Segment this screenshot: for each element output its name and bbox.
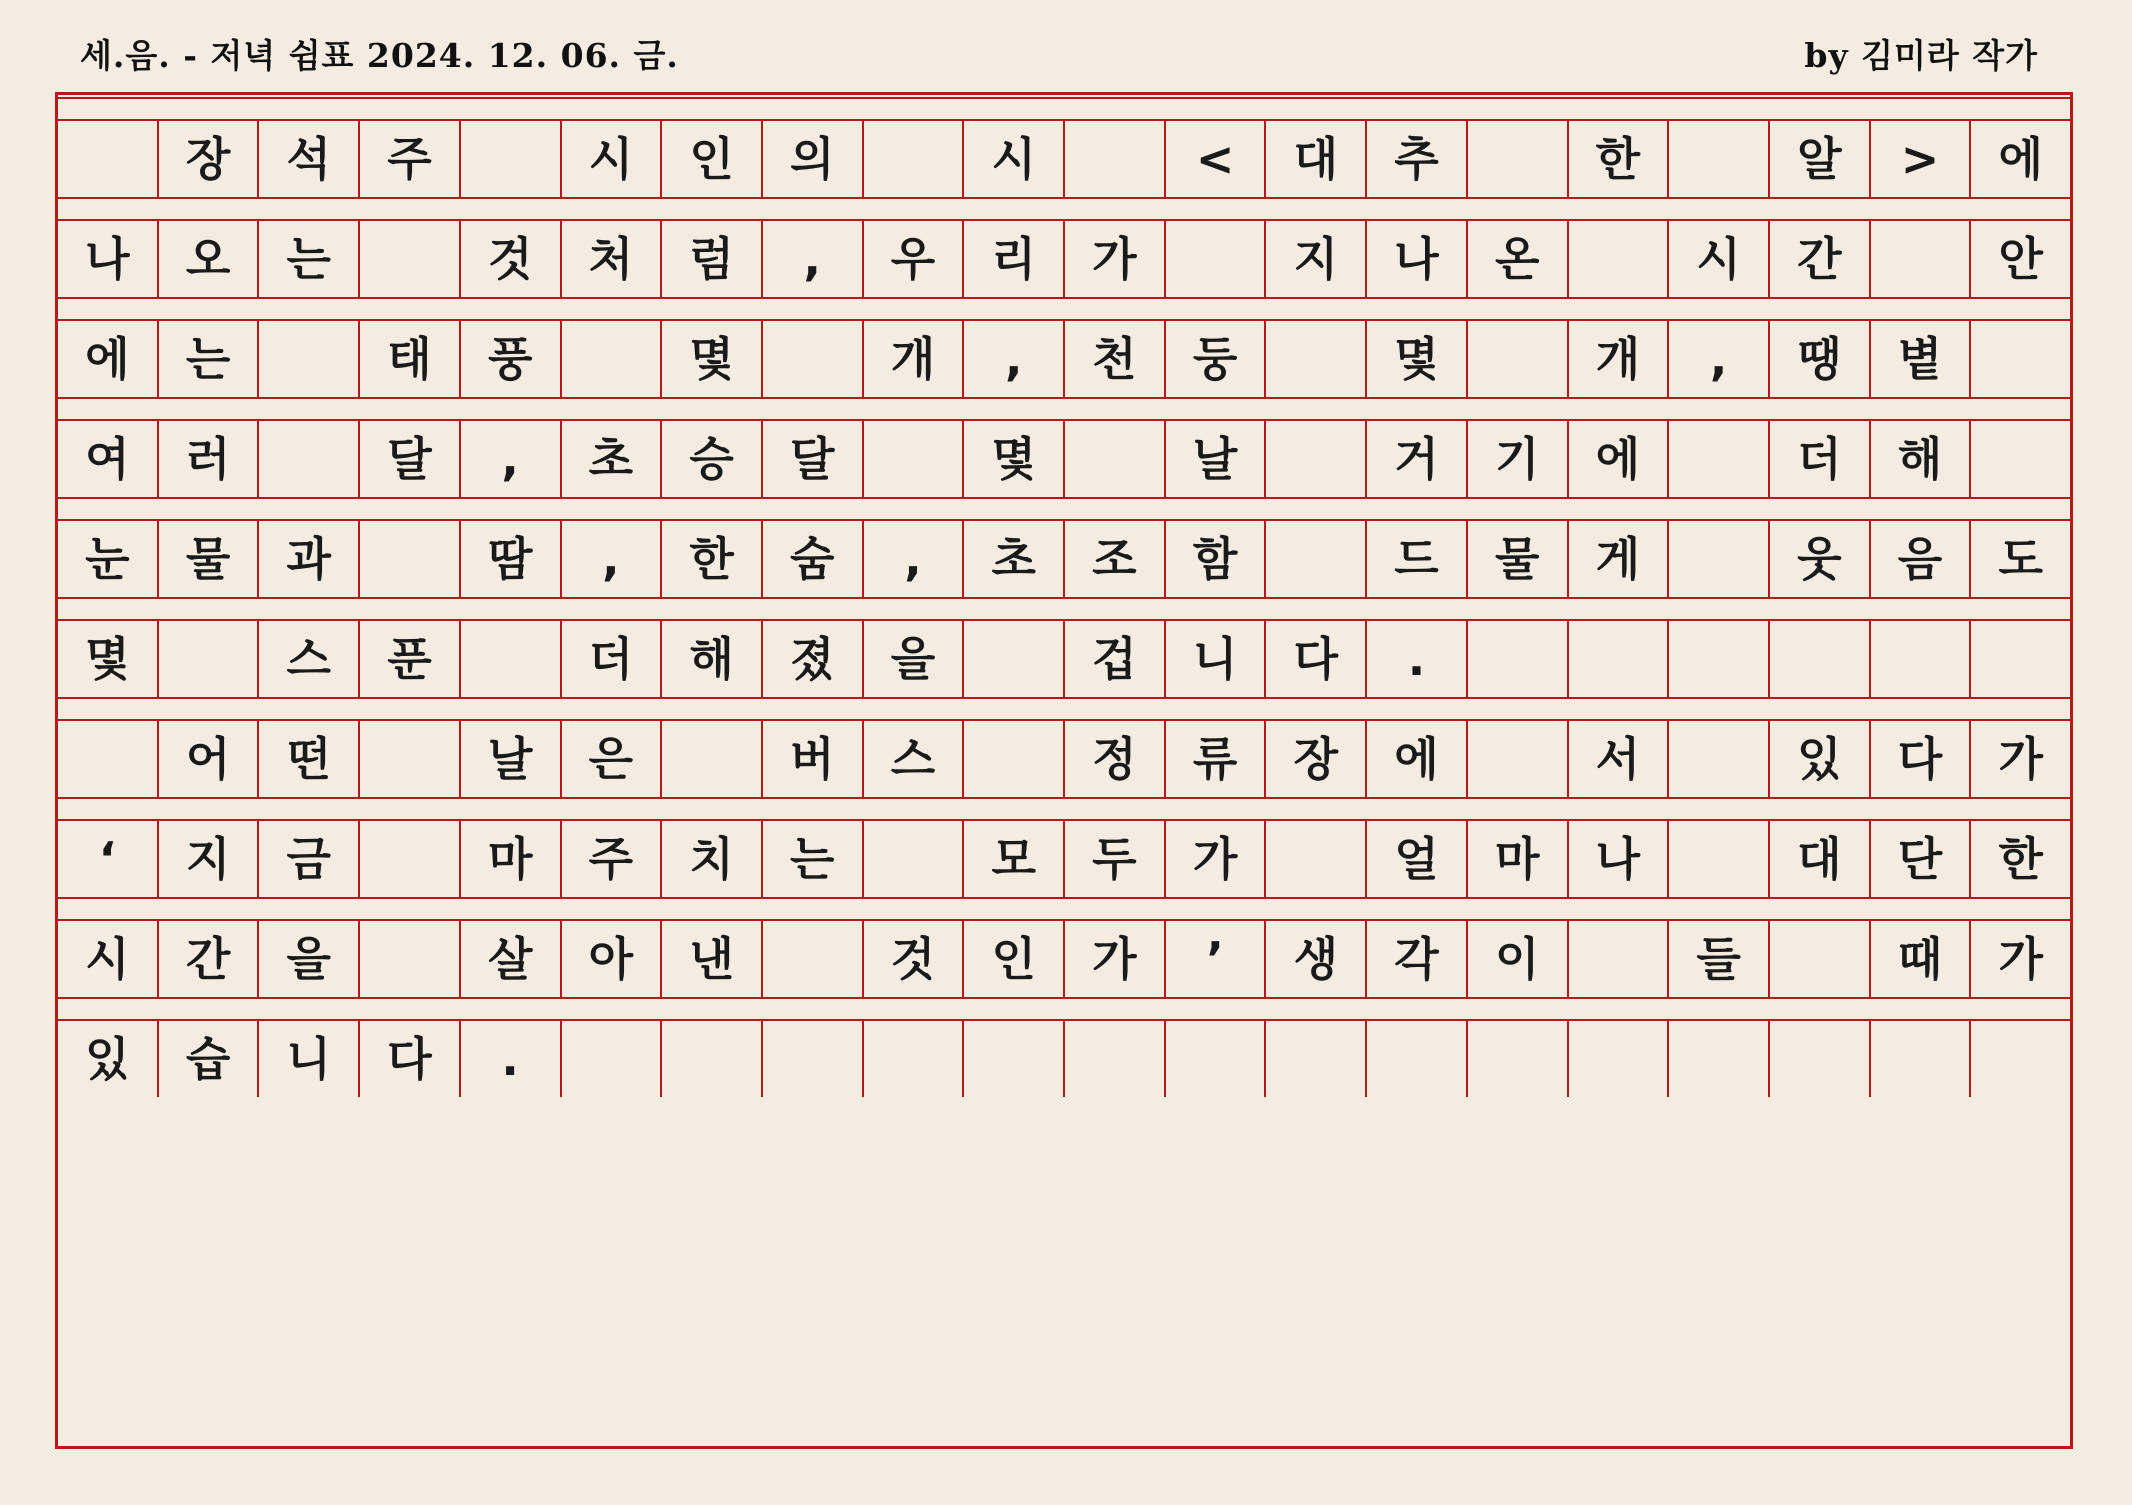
grid-cell: 해 — [1871, 421, 1972, 497]
grid-cell — [360, 821, 461, 897]
row-spacer — [58, 497, 2070, 521]
grid-cell — [763, 921, 864, 997]
grid-cell: 는 — [763, 821, 864, 897]
grid-cell — [1468, 721, 1569, 797]
grid-cell: 낸 — [662, 921, 763, 997]
grid-cell: 다 — [1871, 721, 1972, 797]
grid-cell — [1468, 121, 1569, 197]
grid-cell: 풍 — [461, 321, 562, 397]
manuscript-grid — [55, 92, 2073, 1449]
grid-cell: 있 — [58, 1021, 159, 1097]
grid-cell: 시 — [562, 121, 663, 197]
grid-cell — [58, 721, 159, 797]
grid-cell: , — [763, 221, 864, 297]
grid-cell: 주 — [562, 821, 663, 897]
row-spacer — [58, 797, 2070, 821]
grid-cell: 간 — [159, 921, 260, 997]
grid-cell — [1669, 421, 1770, 497]
grid-cell: 얼 — [1367, 821, 1468, 897]
grid-row — [58, 421, 2070, 497]
grid-cell — [1971, 421, 2070, 497]
grid-cell — [360, 521, 461, 597]
grid-cell — [1871, 221, 1972, 297]
grid-cell: 나 — [1569, 821, 1670, 897]
grid-cell: 마 — [461, 821, 562, 897]
grid-cell — [964, 1021, 1065, 1097]
row-spacer — [58, 397, 2070, 421]
grid-cell — [1669, 121, 1770, 197]
grid-cell: 리 — [964, 221, 1065, 297]
grid-cell — [1266, 521, 1367, 597]
row-spacer — [58, 597, 2070, 621]
grid-cell — [1266, 821, 1367, 897]
grid-row — [58, 521, 2070, 597]
grid-cell: 눈 — [58, 521, 159, 597]
grid-cell: 장 — [1266, 721, 1367, 797]
grid-cell: 대 — [1266, 121, 1367, 197]
grid-cell — [58, 121, 159, 197]
grid-cell — [1065, 1021, 1166, 1097]
grid-cell: 서 — [1569, 721, 1670, 797]
grid-cell: 온 — [1468, 221, 1569, 297]
grid-cell — [1770, 621, 1871, 697]
grid-cell: 게 — [1569, 521, 1670, 597]
grid-cell: 모 — [964, 821, 1065, 897]
row-spacer — [58, 97, 2070, 121]
grid-cell: 장 — [159, 121, 260, 197]
grid-cell — [461, 621, 562, 697]
grid-cell: 각 — [1367, 921, 1468, 997]
grid-cell — [562, 1021, 663, 1097]
grid-cell: 달 — [763, 421, 864, 497]
grid-cell: 습 — [159, 1021, 260, 1097]
grid-cell: 이 — [1468, 921, 1569, 997]
grid-cell: 날 — [1166, 421, 1267, 497]
grid-cell — [1871, 1021, 1972, 1097]
grid-cell — [1569, 1021, 1670, 1097]
grid-cell: 오 — [159, 221, 260, 297]
grid-cell: 아 — [562, 921, 663, 997]
grid-cell: 어 — [159, 721, 260, 797]
grid-cell: 여 — [58, 421, 159, 497]
grid-cell: 음 — [1871, 521, 1972, 597]
grid-cell — [1569, 221, 1670, 297]
grid-cell: 물 — [159, 521, 260, 597]
grid-cell — [1065, 421, 1166, 497]
grid-cell: 더 — [1770, 421, 1871, 497]
grid-cell — [1669, 821, 1770, 897]
grid-cell: 볕 — [1871, 321, 1972, 397]
grid-cell: 에 — [1367, 721, 1468, 797]
grid-cell: 알 — [1770, 121, 1871, 197]
grid-cell: 몇 — [964, 421, 1065, 497]
grid-cell: 천 — [1065, 321, 1166, 397]
grid-cell: ’ — [1166, 921, 1267, 997]
grid-cell — [259, 421, 360, 497]
row-spacer — [58, 697, 2070, 721]
grid-cell: > — [1871, 121, 1972, 197]
grid-cell: 살 — [461, 921, 562, 997]
grid-cell — [1971, 1021, 2070, 1097]
grid-cell: 한 — [1998, 832, 2043, 886]
grid-cell: 에 — [1998, 132, 2043, 186]
grid-row — [58, 721, 2070, 797]
grid-cell: 스 — [864, 721, 965, 797]
grid-cell: 웃 — [1770, 521, 1871, 597]
grid-cell: 함 — [1166, 521, 1267, 597]
grid-cell — [1266, 421, 1367, 497]
grid-cell: 가 — [1998, 732, 2043, 786]
grid-cell: 한 — [1569, 121, 1670, 197]
grid-cell — [1770, 1021, 1871, 1097]
grid-cell: 정 — [1065, 721, 1166, 797]
grid-cell — [360, 921, 461, 997]
grid-cell: 석 — [259, 121, 360, 197]
grid-cell: , — [461, 421, 562, 497]
grid-cell: 의 — [763, 121, 864, 197]
grid-cell: 치 — [662, 821, 763, 897]
grid-cell — [1871, 621, 1972, 697]
row-spacer — [58, 297, 2070, 321]
grid-cell: 있 — [1770, 721, 1871, 797]
grid-cell: 한 — [662, 521, 763, 597]
grid-cell: 니 — [259, 1021, 360, 1097]
grid-cell: 시 — [58, 921, 159, 997]
grid-row — [58, 921, 2070, 997]
grid-cell — [1367, 1021, 1468, 1097]
grid-cell: . — [461, 1021, 562, 1097]
grid-cell: 추 — [1367, 121, 1468, 197]
grid-cell: 초 — [964, 521, 1065, 597]
grid-cell — [662, 721, 763, 797]
grid-row — [58, 1021, 2070, 1097]
grid-cell: 버 — [763, 721, 864, 797]
grid-cell — [1669, 1021, 1770, 1097]
grid-cell: 거 — [1367, 421, 1468, 497]
grid-cell: 때 — [1871, 921, 1972, 997]
grid-cell: ‘ — [58, 821, 159, 897]
grid-cell: 금 — [259, 821, 360, 897]
grid-cell: 을 — [259, 921, 360, 997]
grid-cell: < — [1166, 121, 1267, 197]
grid-cell: 겁 — [1065, 621, 1166, 697]
grid-cell: 가 — [1065, 921, 1166, 997]
grid-cell: 다 — [360, 1021, 461, 1097]
grid-cell — [964, 621, 1065, 697]
grid-cell — [360, 221, 461, 297]
grid-cell: 날 — [461, 721, 562, 797]
grid-cell: 는 — [259, 221, 360, 297]
grid-cell: 개 — [864, 321, 965, 397]
grid-cell: , — [562, 521, 663, 597]
grid-cell: 안 — [1998, 232, 2043, 286]
grid-cell: 과 — [259, 521, 360, 597]
grid-cell — [1266, 321, 1367, 397]
grid-cell — [964, 721, 1065, 797]
grid-cell: 기 — [1468, 421, 1569, 497]
grid-cell — [1468, 1021, 1569, 1097]
grid-cell: , — [1669, 321, 1770, 397]
grid-cell: 몇 — [58, 621, 159, 697]
grid-cell — [1065, 121, 1166, 197]
grid-cell: 는 — [159, 321, 260, 397]
grid-cell: 스 — [259, 621, 360, 697]
grid-cell: , — [964, 321, 1065, 397]
grid-cell — [1569, 621, 1670, 697]
grid-cell: 주 — [360, 121, 461, 197]
grid-cell — [1266, 1021, 1367, 1097]
grid-cell: 러 — [159, 421, 260, 497]
grid-cell: 나 — [58, 221, 159, 297]
grid-cell — [1669, 621, 1770, 697]
grid-cell — [1770, 921, 1871, 997]
grid-cell — [1468, 321, 1569, 397]
grid-cell: 두 — [1065, 821, 1166, 897]
grid-cell: 가 — [1166, 821, 1267, 897]
grid-cell: 숨 — [763, 521, 864, 597]
grid-cell: 에 — [58, 321, 159, 397]
grid-cell: 은 — [562, 721, 663, 797]
grid-cell — [864, 821, 965, 897]
grid-cell: 푼 — [360, 621, 461, 697]
grid-cell: 류 — [1166, 721, 1267, 797]
grid-cell: 드 — [1367, 521, 1468, 597]
grid-cell — [1669, 521, 1770, 597]
grid-cell — [763, 1021, 864, 1097]
grid-cell: 처 — [562, 221, 663, 297]
grid-cell: 럼 — [662, 221, 763, 297]
grid-cell: 태 — [360, 321, 461, 397]
grid-cell: 지 — [159, 821, 260, 897]
grid-cell: 에 — [1569, 421, 1670, 497]
grid-cell: 몇 — [1367, 321, 1468, 397]
grid-cell: 땀 — [461, 521, 562, 597]
grid-cell: 마 — [1468, 821, 1569, 897]
grid-cell: . — [1367, 621, 1468, 697]
grid-cell: , — [864, 521, 965, 597]
grid-row — [58, 821, 2070, 897]
grid-row — [58, 621, 2070, 697]
grid-cell: 우 — [864, 221, 965, 297]
grid-cell — [1971, 321, 2070, 397]
grid-cell — [1971, 621, 2070, 697]
grid-cell: 시 — [1669, 221, 1770, 297]
grid-cell — [259, 321, 360, 397]
grid-cell: 조 — [1065, 521, 1166, 597]
grid-row — [58, 221, 2070, 297]
grid-cell — [864, 121, 965, 197]
grid-cell: 도 — [1998, 532, 2043, 586]
grid-cell — [864, 421, 965, 497]
grid-cell: 지 — [1266, 221, 1367, 297]
grid-cell: 시 — [964, 121, 1065, 197]
grid-cell: 초 — [562, 421, 663, 497]
grid-cell: 인 — [662, 121, 763, 197]
grid-cell: 더 — [562, 621, 663, 697]
grid-cell — [1468, 621, 1569, 697]
grid-cell — [461, 121, 562, 197]
grid-cell: 해 — [662, 621, 763, 697]
grid-cell — [1569, 921, 1670, 997]
grid-cell: 생 — [1266, 921, 1367, 997]
grid-cell: 승 — [662, 421, 763, 497]
grid-cell: 단 — [1871, 821, 1972, 897]
grid-cell — [562, 321, 663, 397]
grid-cell — [1166, 1021, 1267, 1097]
grid-cell — [1669, 721, 1770, 797]
grid-row — [58, 121, 2070, 197]
grid-cell: 떤 — [259, 721, 360, 797]
grid-cell: 간 — [1770, 221, 1871, 297]
grid-cell: 몇 — [662, 321, 763, 397]
grid-cell: 가 — [1998, 932, 2043, 986]
grid-cell: 나 — [1367, 221, 1468, 297]
grid-cell: 들 — [1669, 921, 1770, 997]
grid-cell: 개 — [1569, 321, 1670, 397]
grid-cell: 가 — [1065, 221, 1166, 297]
grid-cell — [1166, 221, 1267, 297]
grid-cell: 을 — [864, 621, 965, 697]
grid-cell — [763, 321, 864, 397]
grid-cell — [360, 721, 461, 797]
grid-row — [58, 321, 2070, 397]
grid-cell: 다 — [1266, 621, 1367, 697]
grid-cell: 대 — [1770, 821, 1871, 897]
author-byline: by 김미라 작가 — [1804, 36, 2038, 75]
grid-cell: 것 — [461, 221, 562, 297]
grid-cell: 둥 — [1166, 321, 1267, 397]
row-spacer — [58, 197, 2070, 221]
row-spacer — [58, 897, 2070, 921]
grid-cell — [864, 1021, 965, 1097]
grid-cell: 인 — [964, 921, 1065, 997]
grid-cell: 물 — [1468, 521, 1569, 597]
row-spacer — [58, 997, 2070, 1021]
page-title: 세.음. - 저녁 쉼표 2024. 12. 06. 금. — [80, 36, 679, 75]
grid-cell: 달 — [360, 421, 461, 497]
grid-cell — [159, 621, 260, 697]
grid-cell: 졌 — [763, 621, 864, 697]
grid-cell: 니 — [1166, 621, 1267, 697]
grid-cell: 땡 — [1770, 321, 1871, 397]
grid-cell — [662, 1021, 763, 1097]
grid-cell: 것 — [864, 921, 965, 997]
